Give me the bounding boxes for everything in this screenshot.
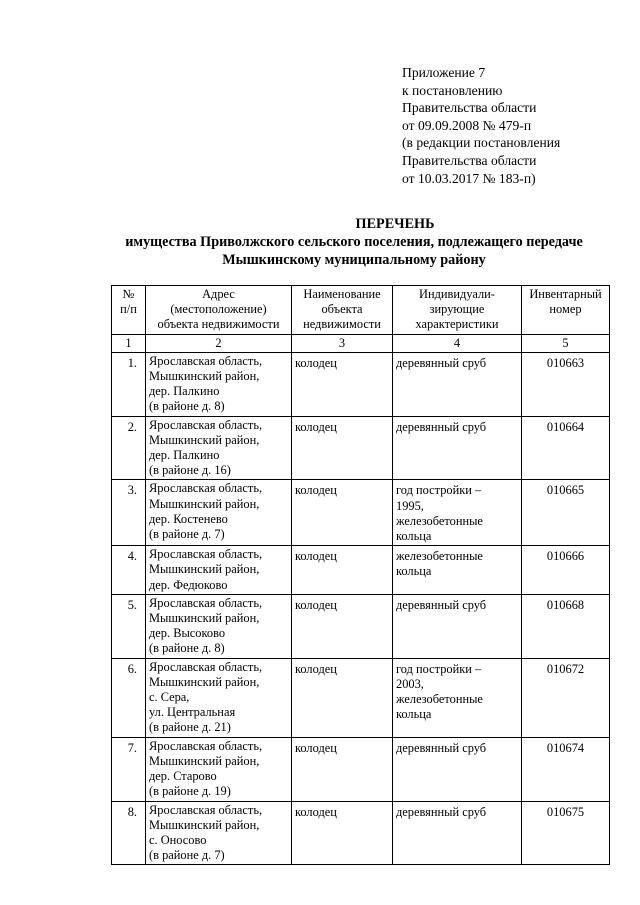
row-address: Ярославская область, Мышкинский район, дер. Палкино (в районе д. 8) — [146, 352, 292, 416]
row-address: Ярославская область, Мышкинский район, дер. Старово (в районе д. 19) — [146, 737, 292, 801]
header-index: № п/п — [112, 286, 146, 335]
row-object-name: колодец — [292, 416, 393, 480]
appendix-line: от 10.03.2017 № 183-п) — [402, 170, 536, 186]
row-characteristics: год постройки – 2003, железобетонные кольца — [393, 658, 522, 737]
column-number: 4 — [393, 334, 522, 352]
row-object-name: колодец — [292, 594, 393, 658]
title-line-1: имущества Приволжского сельского поселения, подлежащего передаче — [125, 234, 583, 250]
row-characteristics: деревянный сруб — [393, 416, 522, 480]
table-body — [112, 352, 610, 865]
row-address: Ярославская область, Мышкинский район, с. Сера, ул. Центральная (в районе д. 21) — [146, 658, 292, 737]
row-index: 7. — [112, 737, 146, 801]
row-address: Ярославская область, Мышкинский район, дер. Высоково (в районе д. 8) — [146, 594, 292, 658]
column-number: 1 — [112, 334, 146, 352]
row-inventory-number: 010663 — [522, 352, 610, 416]
column-number: 5 — [522, 334, 610, 352]
table-row — [112, 546, 610, 595]
appendix-line: (в редакции постановления — [402, 135, 561, 151]
row-inventory-number: 010666 — [522, 546, 610, 595]
row-characteristics: железобетонные кольца — [393, 546, 522, 595]
appendix-line: Правительства области — [402, 100, 537, 116]
row-characteristics: год постройки – 1995, железобетонные кольца — [393, 480, 522, 546]
table-row — [112, 594, 610, 658]
appendix-line: к постановлению — [402, 82, 503, 98]
column-number: 3 — [292, 334, 393, 352]
table-row — [112, 416, 610, 480]
row-index: 5. — [112, 594, 146, 658]
column-number-row — [112, 334, 610, 352]
row-inventory-number: 010674 — [522, 737, 610, 801]
row-inventory-number: 010665 — [522, 480, 610, 546]
property-table — [111, 285, 610, 865]
row-index: 6. — [112, 658, 146, 737]
row-address: Ярославская область, Мышкинский район, дер. Федюково — [146, 546, 292, 595]
row-characteristics: деревянный сруб — [393, 801, 522, 865]
row-inventory-number: 010672 — [522, 658, 610, 737]
row-index: 2. — [112, 416, 146, 480]
row-index: 3. — [112, 480, 146, 546]
row-inventory-number: 010668 — [522, 594, 610, 658]
title-heading: ПЕРЕЧЕНЬ — [355, 216, 435, 232]
table-row — [112, 801, 610, 865]
row-characteristics: деревянный сруб — [393, 594, 522, 658]
header-address: Адрес (местоположение) объекта недвижимости — [146, 286, 292, 335]
row-index: 4. — [112, 546, 146, 595]
appendix-line: Приложение 7 — [402, 65, 486, 80]
table-header — [112, 286, 610, 353]
row-index: 8. — [112, 801, 146, 865]
row-object-name: колодец — [292, 737, 393, 801]
title-line-2: Мышкинскому муниципальному району — [222, 252, 486, 268]
row-characteristics: деревянный сруб — [393, 737, 522, 801]
document-title — [0, 215, 640, 269]
table-row — [112, 352, 610, 416]
appendix-block — [402, 64, 560, 187]
header-name: Наименование объекта недвижимости — [292, 286, 393, 335]
header-row — [112, 286, 610, 335]
row-address: Ярославская область, Мышкинский район, дер. Палкино (в районе д. 16) — [146, 416, 292, 480]
row-object-name: колодец — [292, 801, 393, 865]
table-row — [112, 480, 610, 546]
row-characteristics: деревянный сруб — [393, 352, 522, 416]
column-number: 2 — [146, 334, 292, 352]
table-row — [112, 658, 610, 737]
row-index: 1. — [112, 352, 146, 416]
row-address: Ярославская область, Мышкинский район, с. Оносово (в районе д. 7) — [146, 801, 292, 865]
row-inventory-number: 010664 — [522, 416, 610, 480]
header-characteristics: Индивидуали- зирующие характеристики — [393, 286, 522, 335]
row-inventory-number: 010675 — [522, 801, 610, 865]
appendix-line: от 09.09.2008 № 479-п — [402, 117, 532, 133]
row-object-name: колодец — [292, 352, 393, 416]
row-address: Ярославская область, Мышкинский район, дер. Костенево (в районе д. 7) — [146, 480, 292, 546]
row-object-name: колодец — [292, 546, 393, 595]
table-row — [112, 737, 610, 801]
appendix-line: Правительства области — [402, 152, 537, 168]
row-object-name: колодец — [292, 480, 393, 546]
row-object-name: колодец — [292, 658, 393, 737]
header-inventory: Инвентарный номер — [522, 286, 610, 335]
